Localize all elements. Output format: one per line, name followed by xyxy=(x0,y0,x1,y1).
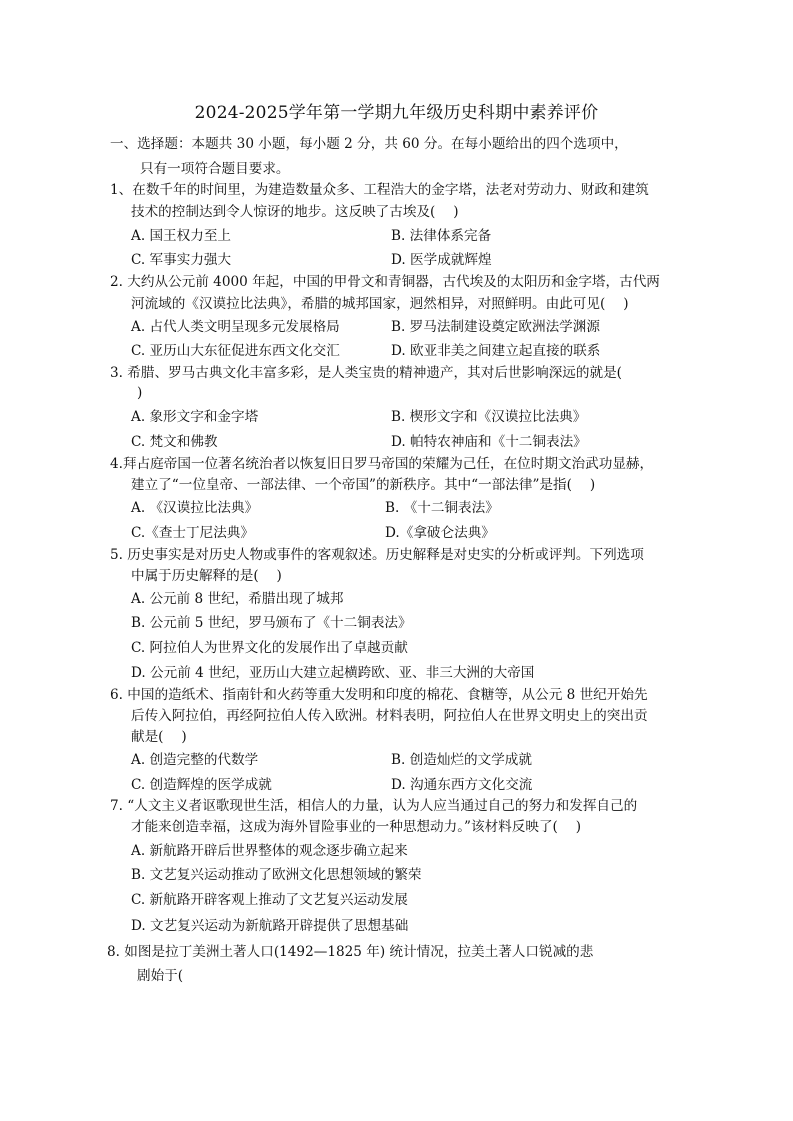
question-6-option-a: A. 创造完整的代数学 xyxy=(131,752,259,768)
section-instruction: 一、选择题：本题共 30 小题，每小题 2 分，共 60 分。在每小题给出的四个选项中， xyxy=(110,136,628,152)
question-4-option-a: A. 《汉谟拉比法典》 xyxy=(131,500,259,516)
question-3-option-a: A. 象形文字和金字塔 xyxy=(131,409,259,425)
question-3-option-b: B. 楔形文字和《汉谟拉比法典》 xyxy=(391,409,587,425)
question-4-stem: 4.拜占庭帝国一位著名统治者以恢复旧日罗马帝国的荣耀为己任，在位时期文治武功显赫， xyxy=(110,456,654,472)
question-7-stem: 才能来创造幸福，这成为海外冒险事业的一种思想动力。”该材料反映了( ) xyxy=(131,819,582,835)
question-2-stem: 河流域的《汉谟拉比法典》，希腊的城邦国家，迥然相异，对照鲜明。由此可见( ) xyxy=(131,296,629,312)
question-7-option-d: D. 文艺复兴运动为新航路开辟提供了思想基础 xyxy=(131,918,409,934)
question-3-option-d: D. 帕特农神庙和《十二铜表法》 xyxy=(391,434,587,450)
question-6-stem: 献是( ) xyxy=(131,729,187,745)
question-7-option-a: A. 新航路开辟后世界整体的观念逐步确立起来 xyxy=(131,843,408,859)
question-3-stem: ) xyxy=(137,385,143,401)
question-8-stem: 剧始于( xyxy=(137,968,184,984)
question-1-option-a: A. 国王权力至上 xyxy=(131,228,232,244)
question-5-option-a: A. 公元前 8 世纪，希腊出现了城邦 xyxy=(131,591,344,607)
question-1-option-d: D. 医学成就辉煌 xyxy=(391,252,492,268)
question-3-option-c: C. 梵文和佛教 xyxy=(131,434,218,450)
question-2-option-a: A. 占代人类文明呈现多元发展格局 xyxy=(131,319,340,335)
question-7-option-c: C. 新航路开辟客观上推动了文艺复兴运动发展 xyxy=(131,892,408,908)
question-2-option-b: B. 罗马法制建设奠定欧洲法学渊源 xyxy=(391,319,600,335)
question-3-stem: 3. 希腊、罗马古典文化丰富多彩，是人类宝贵的精神遗产，其对后世影响深远的就是( xyxy=(110,365,622,381)
question-1-option-b: B. 法律体系完备 xyxy=(391,228,492,244)
question-5-stem: 5. 历史事实是对历史人物或事件的客观叙述。历史解释是对史实的分析或评判。下列选项 xyxy=(110,547,644,563)
question-4-option-c: C.《查士丁尼法典》 xyxy=(131,525,254,541)
section-instruction: 只有一项符合题目要求。 xyxy=(140,161,290,177)
question-4-option-b: B. 《十二铜表法》 xyxy=(385,500,499,516)
question-5-option-d: D. 公元前 4 世纪，亚历山大建立起横跨欧、亚、非三大洲的大帝国 xyxy=(131,665,535,681)
question-1-option-c: C. 军事实力强大 xyxy=(131,252,232,268)
page-title: 2024-2025学年第一学期九年级历史科期中素养评价 xyxy=(194,103,599,123)
question-1-stem: 1、在数千年的时间里，为建造数量众多、工程浩大的金字塔，法老对劳动力、财政和建筑 xyxy=(110,182,649,198)
question-5-option-c: C. 阿拉伯人为世界文化的发展作出了卓越贡献 xyxy=(131,640,408,656)
question-2-option-c: C. 亚历山大东征促进东西文化交汇 xyxy=(131,343,340,359)
question-4-option-d: D.《拿破仑法典》 xyxy=(385,525,495,541)
question-6-option-c: C. 创造辉煌的医学成就 xyxy=(131,777,272,793)
question-6-option-b: B. 创造灿烂的文学成就 xyxy=(391,752,532,768)
question-1-stem: 技术的控制达到令人惊讶的地步。这反映了古埃及( ) xyxy=(131,204,459,220)
question-7-stem: 7. “人文主义者讴歌现世生活，相信人的力量，认为人应当通过自己的努力和发挥自己的 xyxy=(110,798,638,814)
question-2-stem: 2. 大约从公元前 4000 年起，中国的甲骨文和青铜器，古代埃及的太阳历和金字塔，古代两 xyxy=(110,274,660,290)
question-2-option-d: D. 欧亚非美之间建立起直接的联系 xyxy=(391,343,601,359)
question-5-option-b: B. 公元前 5 世纪，罗马颁布了《十二铜表法》 xyxy=(131,615,412,631)
question-8-stem: 8. 如图是拉丁美洲土著人口(1492—1825 年) 统计情况，拉美土著人口锐减的悲 xyxy=(107,944,594,960)
question-5-stem: 中属于历史解释的是( ) xyxy=(131,568,282,584)
question-7-option-b: B. 文艺复兴运动推动了欧洲文化思想领域的繁荣 xyxy=(131,867,422,883)
question-6-stem: 后传入阿拉伯，再经阿拉伯人传入欧洲。材料表明，阿拉伯人在世界文明史上的突出贡 xyxy=(131,708,648,724)
question-6-option-d: D. 沟通东西方文化交流 xyxy=(391,777,533,793)
question-4-stem: 建立了“一位皇帝、一部法律、一个帝国”的新秩序。其中“一部法律”是指( ) xyxy=(131,477,596,493)
question-6-stem: 6. 中国的造纸术、指南针和火药等重大发明和印度的棉花、食糖等，从公元 8 世纪开始先 xyxy=(110,687,648,703)
